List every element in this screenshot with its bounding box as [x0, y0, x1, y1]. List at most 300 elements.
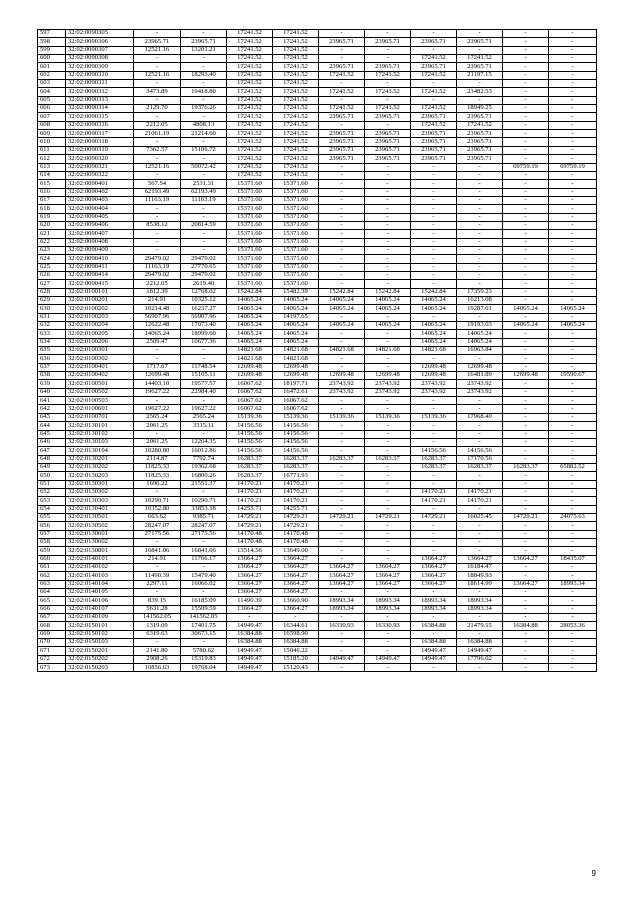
value-cell: -: [319, 96, 365, 104]
value-cell: -: [549, 530, 597, 538]
value-cell: -: [457, 430, 503, 438]
value-cell: -: [365, 614, 411, 622]
value-cell: -: [503, 180, 549, 188]
value-cell: -: [319, 463, 365, 471]
value-cell: -: [365, 505, 411, 513]
value-cell: -: [411, 538, 457, 546]
value-cell: -: [503, 88, 549, 96]
value-cell: -: [503, 246, 549, 254]
cadastral-number-cell: 32:02:0140104: [66, 580, 134, 588]
value-cell: 16283.37: [411, 455, 457, 463]
value-cell: 13664.27: [273, 572, 319, 580]
cadastral-number-cell: 32:02:0130203: [66, 472, 134, 480]
value-cell: 18993.34: [411, 605, 457, 613]
value-cell: -: [411, 664, 457, 672]
row-number-cell: 622: [38, 238, 66, 246]
value-cell: 15139.36: [411, 413, 457, 421]
value-cell: 14821.68: [273, 355, 319, 363]
value-cell: -: [181, 30, 227, 38]
value-cell: 23965.71: [319, 146, 365, 154]
value-cell: 14170.21: [411, 497, 457, 505]
value-cell: 15242.84: [411, 288, 457, 296]
value-cell: -: [365, 405, 411, 413]
value-cell: 17241.52: [273, 171, 319, 179]
table-row: [38, 363, 597, 371]
value-cell: -: [319, 589, 365, 597]
value-cell: -: [503, 121, 549, 129]
value-cell: 10290.71: [181, 497, 227, 505]
value-cell: 23743.92: [319, 380, 365, 388]
table-row: [38, 513, 597, 521]
value-cell: -: [411, 230, 457, 238]
value-cell: -: [365, 80, 411, 88]
value-cell: 16384.88: [503, 622, 549, 630]
value-cell: 214.91: [134, 297, 181, 305]
table-row: [38, 647, 597, 655]
value-cell: 17241.52: [227, 171, 273, 179]
table-row: [38, 38, 597, 46]
value-cell: 29479.02: [181, 255, 227, 263]
row-number-cell: 632: [38, 322, 66, 330]
value-cell: -: [365, 447, 411, 455]
value-cell: -: [134, 171, 181, 179]
cadastral-number-cell: 32:02:0150103: [66, 639, 134, 647]
value-cell: -: [457, 614, 503, 622]
value-cell: 17241.52: [227, 96, 273, 104]
value-cell: -: [503, 639, 549, 647]
cadastral-number-cell: 32:02:0140109: [66, 614, 134, 622]
cadastral-number-cell: 32:02:0090320: [66, 155, 134, 163]
value-cell: 11490.39: [227, 597, 273, 605]
value-cell: -: [411, 180, 457, 188]
value-cell: 16384.88: [227, 630, 273, 638]
value-cell: 2212.05: [134, 121, 181, 129]
value-cell: 23965.71: [411, 155, 457, 163]
value-cell: 23965.71: [457, 146, 503, 154]
value-cell: -: [503, 146, 549, 154]
value-cell: 16598.90: [273, 630, 319, 638]
value-cell: 15242.84: [319, 288, 365, 296]
cadastral-number-cell: 32:02:0130601: [66, 530, 134, 538]
cadastral-number-cell: 32:02:0150201: [66, 647, 134, 655]
value-cell: -: [365, 121, 411, 129]
cadastral-number-cell: 32:02:0090414: [66, 271, 134, 279]
value-cell: 17241.52: [411, 105, 457, 113]
value-cell: 15139.36: [319, 413, 365, 421]
value-cell: -: [503, 647, 549, 655]
value-cell: -: [365, 246, 411, 254]
row-number-cell: 597: [38, 30, 66, 38]
value-cell: 16066.02: [181, 580, 227, 588]
value-cell: -: [365, 330, 411, 338]
value-cell: 18849.93: [457, 572, 503, 580]
value-cell: 14170.48: [227, 530, 273, 538]
value-cell: 14949.47: [227, 647, 273, 655]
value-cell: 14170.48: [227, 538, 273, 546]
value-cell: 13664.27: [227, 580, 273, 588]
row-number-cell: 662: [38, 572, 66, 580]
value-cell: -: [549, 380, 597, 388]
row-number-cell: 620: [38, 221, 66, 229]
value-cell: -: [503, 188, 549, 196]
value-cell: -: [457, 522, 503, 530]
value-cell: 14065.24: [273, 338, 319, 346]
value-cell: 12699.48: [273, 363, 319, 371]
value-cell: 17241.52: [273, 88, 319, 96]
value-cell: 23965.71: [411, 146, 457, 154]
value-cell: -: [365, 480, 411, 488]
value-cell: 17241.52: [273, 105, 319, 113]
value-cell: 18949.25: [457, 105, 503, 113]
table-row: [38, 605, 597, 613]
row-number-cell: 655: [38, 513, 66, 521]
value-cell: -: [549, 589, 597, 597]
value-cell: -: [227, 614, 273, 622]
value-cell: -: [549, 113, 597, 121]
value-cell: -: [411, 547, 457, 555]
value-cell: -: [503, 655, 549, 663]
value-cell: -: [365, 522, 411, 530]
value-cell: -: [549, 413, 597, 421]
row-number-cell: 621: [38, 230, 66, 238]
value-cell: -: [549, 538, 597, 546]
value-cell: 18993.34: [365, 597, 411, 605]
value-cell: -: [503, 664, 549, 672]
value-cell: -: [549, 405, 597, 413]
table-row: [38, 597, 597, 605]
value-cell: 19627.22: [134, 405, 181, 413]
cadastral-number-cell: 32:02:0090317: [66, 130, 134, 138]
value-cell: 13664.27: [503, 555, 549, 563]
value-cell: 10214.48: [134, 305, 181, 313]
value-cell: 16067.62: [273, 405, 319, 413]
value-cell: 6319.63: [134, 630, 181, 638]
value-cell: -: [503, 280, 549, 288]
value-cell: 15371.60: [273, 246, 319, 254]
cadastral-number-cell: 32:02:0090409: [66, 246, 134, 254]
value-cell: 14065.24: [411, 305, 457, 313]
value-cell: 15371.60: [227, 221, 273, 229]
value-cell: 16472.61: [273, 388, 319, 396]
table-row: [38, 547, 597, 555]
value-cell: -: [134, 488, 181, 496]
value-cell: -: [457, 505, 503, 513]
value-cell: -: [457, 96, 503, 104]
value-cell: 14156.56: [273, 430, 319, 438]
value-cell: -: [503, 614, 549, 622]
value-cell: -: [549, 221, 597, 229]
value-cell: -: [503, 171, 549, 179]
value-cell: 14065.24: [503, 322, 549, 330]
row-number-cell: 654: [38, 505, 66, 513]
value-cell: -: [134, 230, 181, 238]
value-cell: -: [134, 538, 181, 546]
table-row: [38, 397, 597, 405]
value-cell: 12699.48: [227, 372, 273, 380]
value-cell: -: [134, 430, 181, 438]
value-cell: -: [365, 230, 411, 238]
cadastral-number-cell: 32:02:0140101: [66, 555, 134, 563]
value-cell: -: [365, 196, 411, 204]
table-row: [38, 96, 597, 104]
value-cell: 23965.71: [319, 38, 365, 46]
table-row: [38, 63, 597, 71]
value-cell: 14949.47: [457, 647, 503, 655]
value-cell: 17241.52: [365, 105, 411, 113]
value-cell: 5631.28: [134, 605, 181, 613]
value-cell: -: [549, 438, 597, 446]
cadastral-number-cell: 32:02:0140102: [66, 564, 134, 572]
value-cell: -: [411, 630, 457, 638]
value-cell: 10280.80: [134, 447, 181, 455]
value-cell: -: [365, 355, 411, 363]
cadastral-number-cell: 32:02:0100203: [66, 313, 134, 321]
value-cell: 14170.21: [457, 488, 503, 496]
value-cell: 14729.21: [273, 513, 319, 521]
value-cell: -: [319, 472, 365, 480]
value-cell: -: [365, 46, 411, 54]
value-cell: -: [134, 205, 181, 213]
cadastral-number-cell: 32:02:0090401: [66, 180, 134, 188]
value-cell: -: [503, 30, 549, 38]
value-cell: -: [503, 380, 549, 388]
value-cell: 12521.16: [134, 163, 181, 171]
value-cell: -: [319, 538, 365, 546]
value-cell: -: [319, 30, 365, 38]
cadastral-number-cell: 32:02:0090315: [66, 113, 134, 121]
value-cell: -: [549, 255, 597, 263]
row-number-cell: 634: [38, 338, 66, 346]
cadastral-number-cell: 32:02:0090312: [66, 88, 134, 96]
value-cell: -: [365, 555, 411, 563]
table-row: [38, 305, 597, 313]
value-cell: -: [319, 238, 365, 246]
row-number-cell: 635: [38, 347, 66, 355]
value-cell: 17241.52: [227, 163, 273, 171]
value-cell: -: [457, 271, 503, 279]
value-cell: 14949.47: [319, 655, 365, 663]
value-cell: 18993.34: [319, 597, 365, 605]
value-cell: -: [503, 263, 549, 271]
value-cell: 16283.37: [273, 463, 319, 471]
row-number-cell: 652: [38, 488, 66, 496]
table-row: [38, 488, 597, 496]
value-cell: 18435.07: [549, 555, 597, 563]
value-cell: 16384.88: [273, 639, 319, 647]
cadastral-value-table: [37, 29, 597, 672]
value-cell: 17401.75: [181, 622, 227, 630]
value-cell: 17241.52: [273, 38, 319, 46]
value-cell: 14065.24: [365, 322, 411, 330]
value-cell: 14065.24: [134, 330, 181, 338]
value-cell: 17241.52: [273, 113, 319, 121]
value-cell: 12264.35: [181, 438, 227, 446]
value-cell: 22984.40: [181, 388, 227, 396]
value-cell: -: [319, 555, 365, 563]
value-cell: 13664.27: [273, 564, 319, 572]
value-cell: 17241.52: [227, 138, 273, 146]
value-cell: -: [411, 614, 457, 622]
row-number-cell: 619: [38, 213, 66, 221]
value-cell: 16184.47: [457, 564, 503, 572]
value-cell: 21214.60: [181, 130, 227, 138]
value-cell: 5780.62: [181, 647, 227, 655]
value-cell: 16283.37: [457, 463, 503, 471]
value-cell: 15371.60: [273, 255, 319, 263]
value-cell: -: [549, 497, 597, 505]
value-cell: -: [549, 246, 597, 254]
cadastral-number-cell: 32:02:0090404: [66, 205, 134, 213]
value-cell: -: [365, 422, 411, 430]
value-cell: 17241.52: [227, 63, 273, 71]
value-cell: 16384.88: [411, 639, 457, 647]
value-cell: 23965.71: [411, 138, 457, 146]
value-cell: 14729.21: [365, 513, 411, 521]
value-cell: 23965.71: [411, 113, 457, 121]
value-cell: 14065.24: [227, 330, 273, 338]
value-cell: -: [319, 547, 365, 555]
row-number-cell: 602: [38, 71, 66, 79]
row-number-cell: 629: [38, 297, 66, 305]
value-cell: 14170.21: [457, 497, 503, 505]
value-cell: -: [549, 38, 597, 46]
value-cell: -: [549, 447, 597, 455]
value-cell: 15371.60: [273, 180, 319, 188]
row-number-cell: 613: [38, 163, 66, 171]
value-cell: 23965.71: [365, 130, 411, 138]
value-cell: -: [549, 121, 597, 129]
value-cell: -: [411, 438, 457, 446]
value-cell: 17241.52: [227, 146, 273, 154]
value-cell: 18993.34: [411, 597, 457, 605]
value-cell: 17241.52: [227, 55, 273, 63]
value-cell: 12699.48: [411, 372, 457, 380]
value-cell: -: [319, 80, 365, 88]
value-cell: -: [134, 639, 181, 647]
value-cell: 23965.71: [411, 130, 457, 138]
value-cell: 10677.36: [181, 338, 227, 346]
value-cell: 17241.52: [365, 88, 411, 96]
value-cell: -: [503, 538, 549, 546]
value-cell: -: [319, 664, 365, 672]
value-cell: -: [457, 397, 503, 405]
value-cell: -: [181, 538, 227, 546]
value-cell: -: [503, 397, 549, 405]
value-cell: -: [319, 530, 365, 538]
value-cell: -: [134, 55, 181, 63]
value-cell: -: [457, 530, 503, 538]
table-row: [38, 188, 597, 196]
value-cell: -: [549, 96, 597, 104]
value-cell: -: [549, 280, 597, 288]
value-cell: -: [503, 422, 549, 430]
value-cell: 17241.52: [227, 105, 273, 113]
value-cell: -: [319, 46, 365, 54]
value-cell: 17241.52: [273, 96, 319, 104]
cadastral-number-cell: 32:02:0100503: [66, 397, 134, 405]
table-row: [38, 614, 597, 622]
table-row: [38, 555, 597, 563]
value-cell: -: [457, 221, 503, 229]
value-cell: 18993.34: [457, 605, 503, 613]
value-cell: 15371.60: [273, 280, 319, 288]
value-cell: 69759.19: [549, 163, 597, 171]
value-cell: 14065.24: [503, 305, 549, 313]
value-cell: 15139.36: [227, 413, 273, 421]
table-row: [38, 330, 597, 338]
value-cell: -: [457, 188, 503, 196]
value-cell: 16283.37: [411, 463, 457, 471]
table-row: [38, 313, 597, 321]
value-cell: -: [457, 263, 503, 271]
value-cell: -: [457, 280, 503, 288]
value-cell: 17241.52: [273, 71, 319, 79]
value-cell: 14065.24: [319, 322, 365, 330]
value-cell: -: [549, 196, 597, 204]
value-cell: 69759.19: [503, 163, 549, 171]
value-cell: -: [319, 330, 365, 338]
value-cell: -: [365, 255, 411, 263]
table-row: [38, 338, 597, 346]
value-cell: -: [365, 163, 411, 171]
value-cell: 17241.52: [227, 155, 273, 163]
value-cell: 15371.60: [227, 246, 273, 254]
value-cell: 16067.62: [273, 397, 319, 405]
value-cell: 17170.56: [457, 455, 503, 463]
value-cell: 18293.40: [181, 71, 227, 79]
value-cell: 19590.67: [549, 372, 597, 380]
value-cell: 15371.60: [273, 238, 319, 246]
value-cell: 23965.71: [411, 63, 457, 71]
table-row: [38, 664, 597, 672]
value-cell: 17968.40: [457, 413, 503, 421]
value-cell: -: [549, 647, 597, 655]
value-cell: 17241.52: [273, 80, 319, 88]
value-cell: 17241.52: [227, 30, 273, 38]
value-cell: -: [503, 547, 549, 555]
value-cell: 2509.47: [134, 338, 181, 346]
value-cell: 14170.21: [411, 488, 457, 496]
cadastral-number-cell: 32:02:0090309: [66, 63, 134, 71]
row-number-cell: 640: [38, 388, 66, 396]
value-cell: 13664.27: [411, 580, 457, 588]
table-row: [38, 288, 597, 296]
value-cell: 17241.52: [227, 88, 273, 96]
value-cell: 23965.71: [457, 38, 503, 46]
value-cell: 13664.27: [319, 564, 365, 572]
row-number-cell: 618: [38, 205, 66, 213]
value-cell: 23965.71: [457, 113, 503, 121]
value-cell: 14949.47: [227, 655, 273, 663]
value-cell: -: [134, 397, 181, 405]
value-cell: 23965.71: [365, 63, 411, 71]
value-cell: 11163.19: [134, 263, 181, 271]
table-row: [38, 80, 597, 88]
value-cell: 14156.56: [227, 447, 273, 455]
value-cell: 17241.52: [273, 163, 319, 171]
value-cell: -: [549, 547, 597, 555]
table-row: [38, 639, 597, 647]
value-cell: -: [549, 88, 597, 96]
value-cell: 15371.60: [273, 221, 319, 229]
value-cell: -: [503, 530, 549, 538]
value-cell: 19287.01: [457, 305, 503, 313]
value-cell: -: [134, 155, 181, 163]
table-row: [38, 238, 597, 246]
row-number-cell: 630: [38, 305, 66, 313]
value-cell: -: [457, 80, 503, 88]
value-cell: -: [503, 330, 549, 338]
